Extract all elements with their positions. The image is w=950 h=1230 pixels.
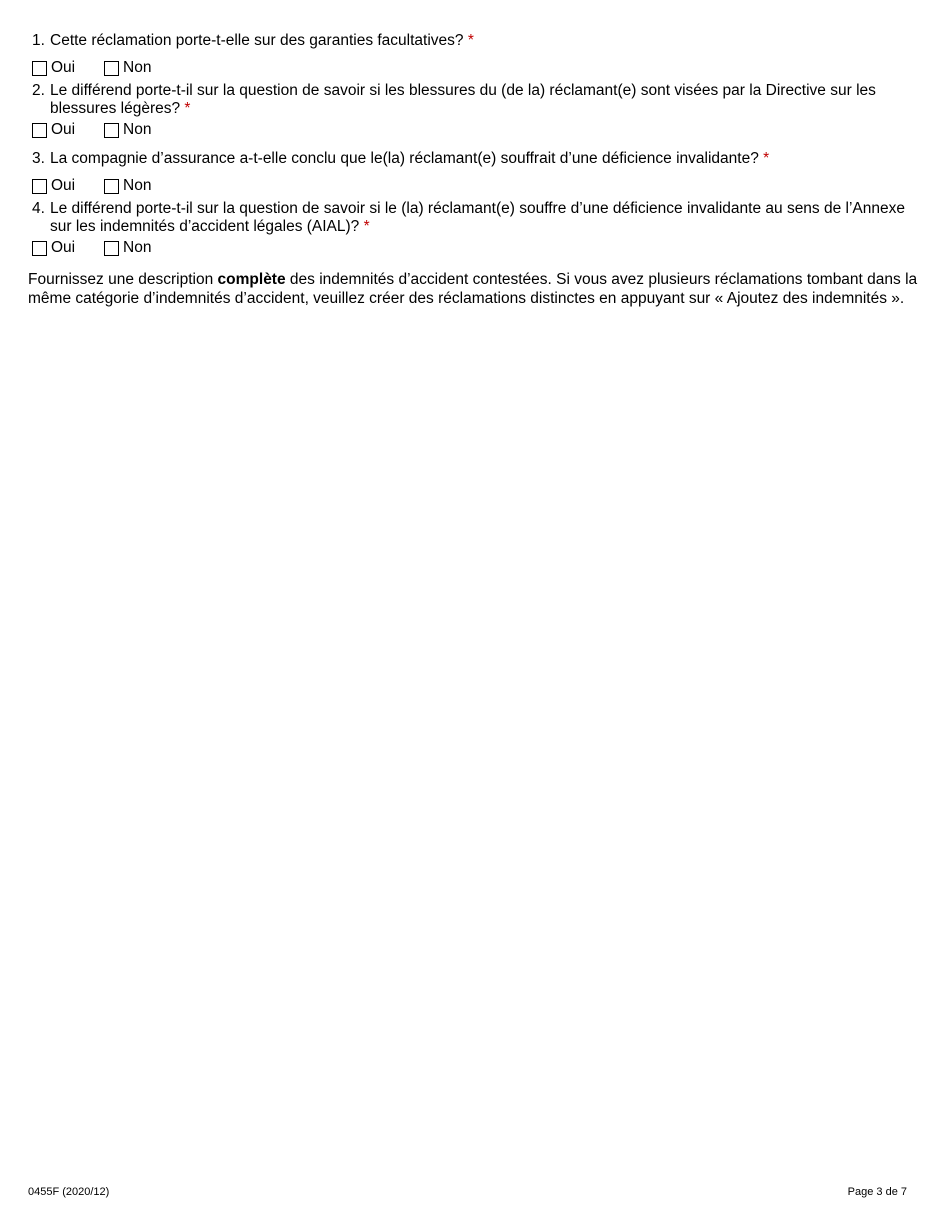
question-2-oui-label: Oui [51, 121, 76, 138]
question-3-non-label: Non [123, 177, 152, 194]
required-asterisk: * [467, 32, 474, 49]
question-2-non-option[interactable] [104, 121, 151, 139]
question-4-oui-label: Oui [51, 239, 76, 256]
question-4-non-option[interactable] [104, 239, 151, 257]
question-3-non-option[interactable] [104, 177, 151, 195]
required-asterisk: * [763, 150, 770, 167]
description-instructions [28, 270, 923, 308]
question-1-number: 1. [32, 32, 45, 49]
question-4-non-label: Non [123, 239, 152, 256]
page-number: Page 3 de 7 [847, 1186, 907, 1198]
question-2-non-checkbox[interactable] [104, 123, 119, 138]
question-3-text: La compagnie d’assurance a-t-elle conclu que le(la) réclamant(e) souffrait d’une déficience invalidante? * [50, 150, 770, 167]
question-4-non-checkbox[interactable] [104, 241, 119, 256]
question-4-number: 4. [32, 200, 45, 217]
question-3-oui-option[interactable] [32, 177, 104, 195]
question-1-non-label: Non [123, 59, 152, 76]
question-3-oui-checkbox[interactable] [32, 179, 47, 194]
question-4-text: Le différend porte-t-il sur la question de savoir si le (la) réclamant(e) souffre d’une déficience invalidante au sens de l’Annexe sur les indemnités d’accident légales (AIAL)? * [50, 200, 905, 235]
question-3-number: 3. [32, 150, 45, 167]
question-4-options [32, 239, 151, 257]
question-3 [32, 150, 922, 168]
question-1-options [32, 59, 151, 77]
question-2-non-label: Non [123, 121, 152, 138]
question-3-non-checkbox[interactable] [104, 179, 119, 194]
form-code: 0455F (2020/12) [28, 1186, 110, 1198]
question-4 [32, 200, 922, 236]
question-1-non-checkbox[interactable] [104, 61, 119, 76]
question-4-oui-option[interactable] [32, 239, 104, 257]
question-1-oui-label: Oui [51, 59, 76, 76]
question-1-oui-checkbox[interactable] [32, 61, 47, 76]
question-2-options [32, 121, 151, 139]
description-bold-word: complète [217, 271, 286, 288]
question-1-non-option[interactable] [104, 59, 151, 77]
question-2-oui-option[interactable] [32, 121, 104, 139]
question-2-text: Le différend porte-t-il sur la question de savoir si les blessures du (de la) réclamant(e) sont visées par la Directive sur les blessures légères? * [50, 82, 876, 117]
description-text-end: des indemnités d’accident contestées. Si vous avez plusieurs réclamations tombant dans la même catégorie d’indemnités d’accident, veuillez créer des réclamations distinctes en appuyant sur « Ajoutez des indemnités ». [28, 271, 918, 307]
question-4-oui-checkbox[interactable] [32, 241, 47, 256]
question-3-oui-label: Oui [51, 177, 76, 194]
required-asterisk: * [363, 218, 370, 235]
description-text-start: Fournissez une description [28, 271, 218, 288]
question-2-number: 2. [32, 82, 45, 99]
question-3-options [32, 177, 151, 195]
question-1-text: Cette réclamation porte-t-elle sur des garanties facultatives? * [50, 32, 474, 49]
question-1-oui-option[interactable] [32, 59, 104, 77]
question-1 [32, 32, 922, 50]
question-2 [32, 82, 922, 118]
question-2-oui-checkbox[interactable] [32, 123, 47, 138]
required-asterisk: * [184, 100, 191, 117]
